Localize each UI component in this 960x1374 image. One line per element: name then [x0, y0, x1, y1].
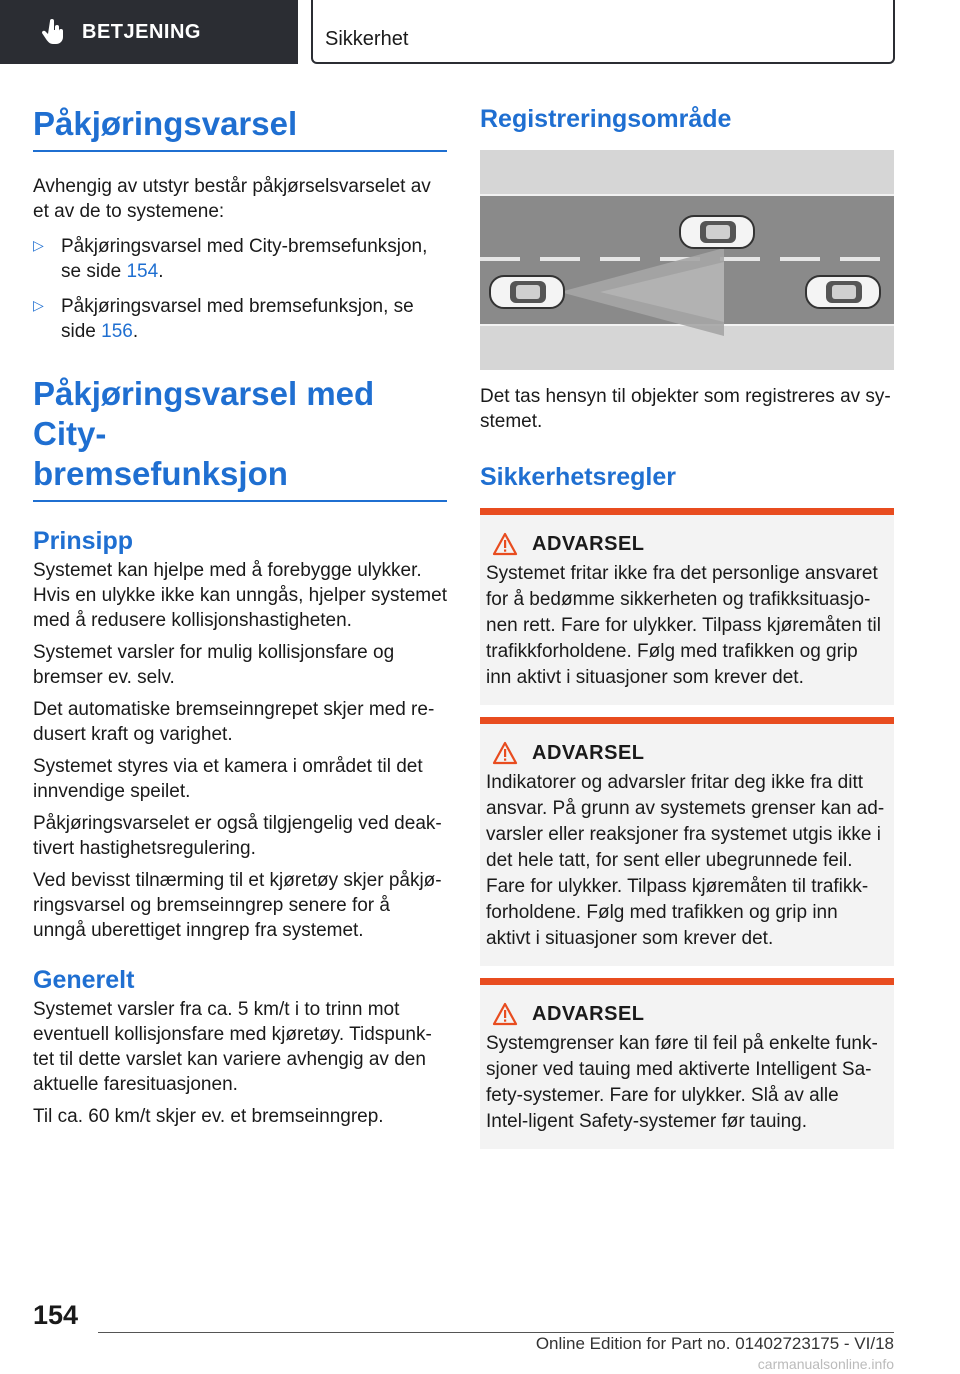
footer-rule — [98, 1332, 894, 1333]
warning-text: Systemgrenser kan føre til feil på enkelte funk-sjoner ved tauing med aktiverte Intelligent Sa-fety-systemer. Fare for ulykker. Slå av alle Intel-ligent Safety-systemer før tauing. — [486, 1033, 878, 1132]
subheading-prinsipp: Prinsipp — [33, 527, 134, 555]
watermark: carmanualsonline.info — [757, 1356, 894, 1372]
list-item: ▷ Påkjøringsvarsel med City-bremsefunksjon, se side 154. — [33, 236, 428, 282]
section-tab[interactable] — [0, 0, 298, 64]
illustration-caption: Det tas hensyn til objekter som registreres av sy-stemet. — [480, 386, 891, 432]
subheading-sikkerhetsregler: Sikkerhetsregler — [480, 463, 676, 491]
car-icon — [806, 276, 880, 308]
left-column — [33, 104, 447, 1129]
warning-title: ADVARSEL — [532, 1002, 645, 1025]
warning-text: Systemet fritar ikke fra det personlige ansvaret for å bedømme sikkerheten og trafikksituasjo-nen rett. Fare for ulykker. Tilpass kjøremåten til trafikkforholdene. Følg med trafikken og grip inn aktivt i situasjoner som krever det. — [486, 563, 881, 688]
paragraph: Systemet kan hjelpe med å forebygge ulykker. Hvis en ulykke ikke kan unngås, hjelper systemet med å redusere kollisjonshastigheten. — [33, 560, 447, 631]
warning-text: Indikatorer og advarsler fritar deg ikke fra ditt ansvar. På grunn av systemets grenser kan ad-varsler eller reaksjoner fra systemet utgis ikke i det hele tatt, for sent eller ubegrunnede feil. Fare for ulykker. Tilpass kjøremåten til trafikk-forholdene. Følg med trafikken og grip inn aktivt i situasjoner som krever det. — [486, 772, 885, 949]
bullet-triangle-icon: ▷ — [33, 297, 44, 313]
title-rule — [33, 500, 447, 502]
car-icon — [490, 276, 564, 308]
footer-edition: Online Edition for Part no. 01402723175 - VI/18 carmanualsonline.info — [535, 1334, 894, 1372]
detection-area-illustration — [480, 150, 894, 370]
warning-title: ADVARSEL — [532, 741, 645, 764]
paragraph: Systemet varsler for mulig kollisjonsfare og bremser ev. selv. — [33, 642, 395, 688]
chapter-header — [311, 0, 895, 64]
warning-box — [480, 978, 894, 1149]
warning-triangle-icon — [492, 741, 518, 765]
warning-title: ADVARSEL — [532, 532, 645, 555]
paragraph: Systemet varsler fra ca. 5 km/t i to trinn mot eventuell kollisjonsfare med kjøretøy. Tidspunk-tet til dette varslet kan variere avhengig av den aktuelle faresituasjonen. — [33, 999, 432, 1095]
section-title-city-brems: Påkjøringsvarsel med City- bremsefunksjon — [33, 375, 375, 492]
section-label: BETJENING — [82, 20, 201, 43]
warning-box — [480, 508, 894, 705]
section-title-pakjoringsvarsel: Påkjøringsvarsel — [33, 105, 298, 142]
paragraph: Påkjøringsvarselet er også tilgjengelig ved deak-tivert hastighetsregulering. — [33, 813, 442, 859]
title-rule — [33, 150, 447, 152]
page-link-156[interactable]: 156 — [101, 321, 133, 342]
right-column — [480, 104, 894, 1149]
hand-pointer-icon — [40, 18, 68, 46]
list-item: ▷ Påkjøringsvarsel med bremsefunksjon, se side 156. — [33, 296, 414, 342]
intro-text: Avhengig av utstyr består påkjørselsvarselet av et av de to systemene: — [33, 176, 431, 222]
paragraph: Systemet styres via et kamera i området til det innvendige speilet. — [33, 756, 423, 802]
warning-box — [480, 717, 894, 966]
subheading-registreringsomrade: Registreringsområde — [480, 105, 732, 133]
chapter-title: Sikkerhet — [325, 28, 409, 50]
paragraph: Ved bevisst tilnærming til et kjøretøy skjer påkjø-ringsvarsel og bremseinngrep senere for å unngå uberettiget inngrep fra systemet. — [33, 870, 442, 941]
bullet-triangle-icon: ▷ — [33, 237, 44, 253]
warning-triangle-icon — [492, 1002, 518, 1026]
car-icon — [680, 216, 754, 248]
page-link-154[interactable]: 154 — [126, 261, 159, 282]
paragraph: Til ca. 60 km/t skjer ev. et bremseinngrep. — [33, 1106, 384, 1127]
subheading-generelt: Generelt — [33, 966, 135, 994]
paragraph: Det automatiske bremseinngrepet skjer med re-dusert kraft og varighet. — [33, 699, 435, 745]
page-number: 154 — [33, 1300, 79, 1330]
warning-triangle-icon — [492, 532, 518, 556]
